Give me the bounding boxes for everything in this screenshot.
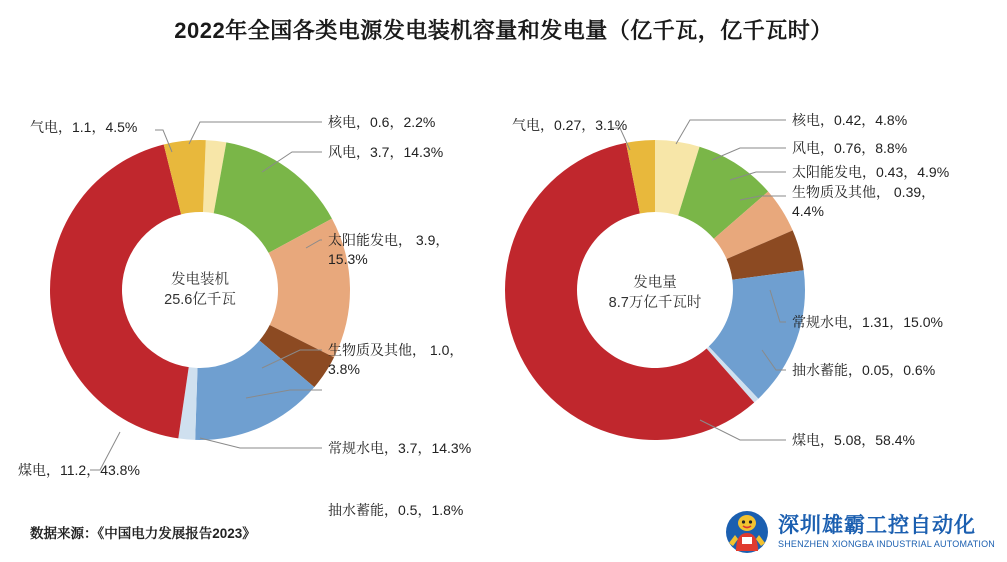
- label-left-gas: 气电，1.1，4.5%: [30, 119, 138, 135]
- label-left-solar: 太阳能发电， 3.9，15.3%: [328, 232, 450, 267]
- label-left-hydro: 常规水电，3.7，14.3%: [328, 440, 472, 456]
- company-logo: [724, 508, 995, 556]
- label-right-wind: 风电，0.76，8.8%: [792, 140, 908, 156]
- label-right-coal: 煤电，5.08，58.4%: [792, 432, 915, 448]
- label-left-biomass: 生物质及其他， 1.0，3.8%: [328, 342, 464, 377]
- label-right-biomass: 生物质及其他， 0.39，4.4%: [792, 184, 936, 219]
- donut-right: [505, 140, 805, 440]
- charts-container: [0, 60, 1007, 518]
- label-left-pumped: 抽水蓄能，0.5，1.8%: [328, 502, 464, 518]
- donut-left: [50, 140, 350, 440]
- label-right-solar: 太阳能发电，0.43，4.9%: [792, 164, 950, 180]
- label-right-nuclear: 核电，0.42，4.8%: [792, 112, 908, 128]
- center-right-line1: 发电量: [633, 275, 677, 291]
- mascot-icon: [724, 509, 770, 555]
- label-left-coal: 煤电，11.2，43.8%: [18, 462, 140, 478]
- label-right-gas: 气电，0.27，3.1%: [512, 117, 628, 133]
- page-title: 2022年全国各类电源发电装机容量和发电量（亿千瓦，亿千瓦时）: [174, 18, 833, 43]
- label-right-hydro: 常规水电，1.31，15.0%: [792, 314, 943, 330]
- slice-left-coal: [50, 144, 189, 438]
- label-left-nuclear: 核电，0.6，2.2%: [328, 114, 436, 130]
- label-right-pumped: 抽水蓄能，0.05，0.6%: [792, 362, 936, 378]
- source-note: 数据来源：《中国电力发展报告2023》: [30, 526, 256, 541]
- label-left-wind: 风电，3.7，14.3%: [328, 144, 444, 160]
- center-left-line2: 25.6亿千瓦: [164, 292, 236, 308]
- logo-company-en: SHENZHEN XIONGBA INDUSTRIAL AUTOMATION: [778, 538, 995, 549]
- logo-company-cn: 深圳雄霸工控自动化: [778, 513, 977, 537]
- center-left-line1: 发电装机: [171, 272, 229, 288]
- logo-text: [778, 515, 995, 549]
- center-right-line2: 8.7万亿千瓦时: [608, 295, 702, 311]
